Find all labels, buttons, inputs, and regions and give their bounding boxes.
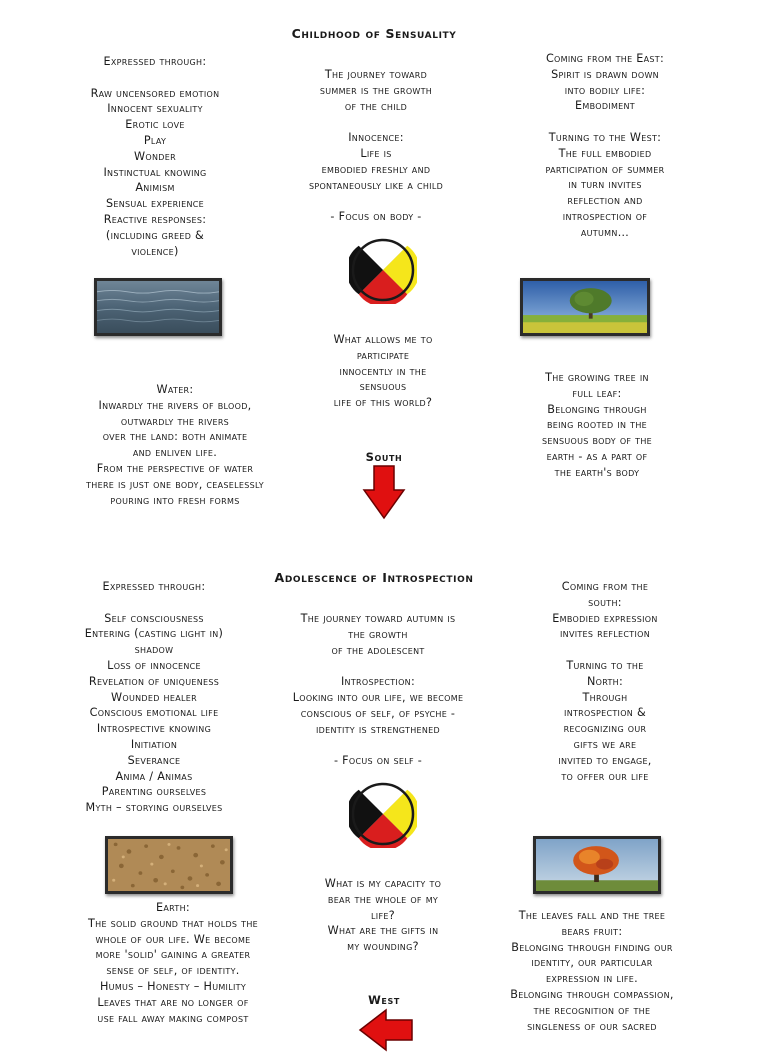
arrow-down-icon — [362, 464, 406, 520]
tree-autumn-photo — [533, 836, 661, 894]
section2-title: Adolescence of Introspection — [274, 570, 474, 585]
earth-photo — [105, 836, 233, 894]
section1-question: What allows me to participate innocently in the sensuous life of this world? — [333, 333, 433, 410]
medicine-wheel-icon — [349, 780, 417, 848]
section2-journey-text: The journey toward autumn is the growth of the adolescent Introspection: Looking into our life, we become conscious of self, of psyche - identity is strengthened - Focus on self - — [292, 612, 464, 768]
section1-expressed-list: Expressed through: Raw uncensored emotion Innocent sexuality Erotic love Play Wonder Instinctual knowing Animism Sensual experience Reactive responses: (including greed & violence) — [90, 55, 220, 258]
section2-direction-text: Coming from the south: Embodied expression invites reflection Turning to the North: Through introspection & recognizing our gifts we are invited to engage, to offer our life — [552, 580, 658, 783]
section1-element-text: Water: Inwardly the rivers of blood, outwardly the rivers over the land: both animate and enliven life. From the perspective of water there is just one body, ceaselessly pouring into fresh forms — [86, 383, 264, 507]
section2-expressed-list: Expressed through: Self consciousness Entering (casting light in) shadow Loss of innocence Revelation of uniqueness Wounded healer Conscious emotional life Introspective knowing Initiation Severance Anima / Animas Parenting ourselves Myth – storying ourselves — [84, 580, 224, 815]
section1-direction-label: South — [365, 450, 403, 464]
water-photo — [94, 278, 222, 336]
section2-question: What is my capacity to bear the whole of my life? What are the gifts in my wounding? — [324, 877, 442, 954]
section1-journey-text: The journey toward summer is the growth of the child Innocence: Life is embodied freshly and spontaneously like a child - Focus on body - — [308, 68, 444, 224]
tree-summer-photo — [520, 278, 650, 336]
section2-direction-label: West — [368, 993, 400, 1007]
arrow-left-icon — [358, 1008, 414, 1052]
medicine-wheel-icon — [349, 236, 417, 304]
section2-element-text: Earth: The solid ground that holds the whole of our life. We become more 'solid' gaining a greater sense of self, of identity. Humus – Honesty – Humility Leaves that are no longer of use fall away making compost — [88, 901, 258, 1025]
section1-tree-text: The growing tree in full leaf: Belonging through being rooted in the sensuous body of the earth - as a part of the earth's body — [541, 371, 653, 479]
section2-tree-text: The leaves fall and the tree bears fruit: Belonging through finding our identity, our particular expression in life. Belonging through compassion, the recognition of the singleness of our sacred — [510, 909, 674, 1033]
section1-title: Childhood of Sensuality — [291, 26, 457, 41]
section1-direction-text: Coming from the East: Spirit is drawn down into bodily life: Embodiment Turning to the West: The full embodied participation of summer in turn invites reflection and introspection of autumn… — [545, 52, 665, 239]
